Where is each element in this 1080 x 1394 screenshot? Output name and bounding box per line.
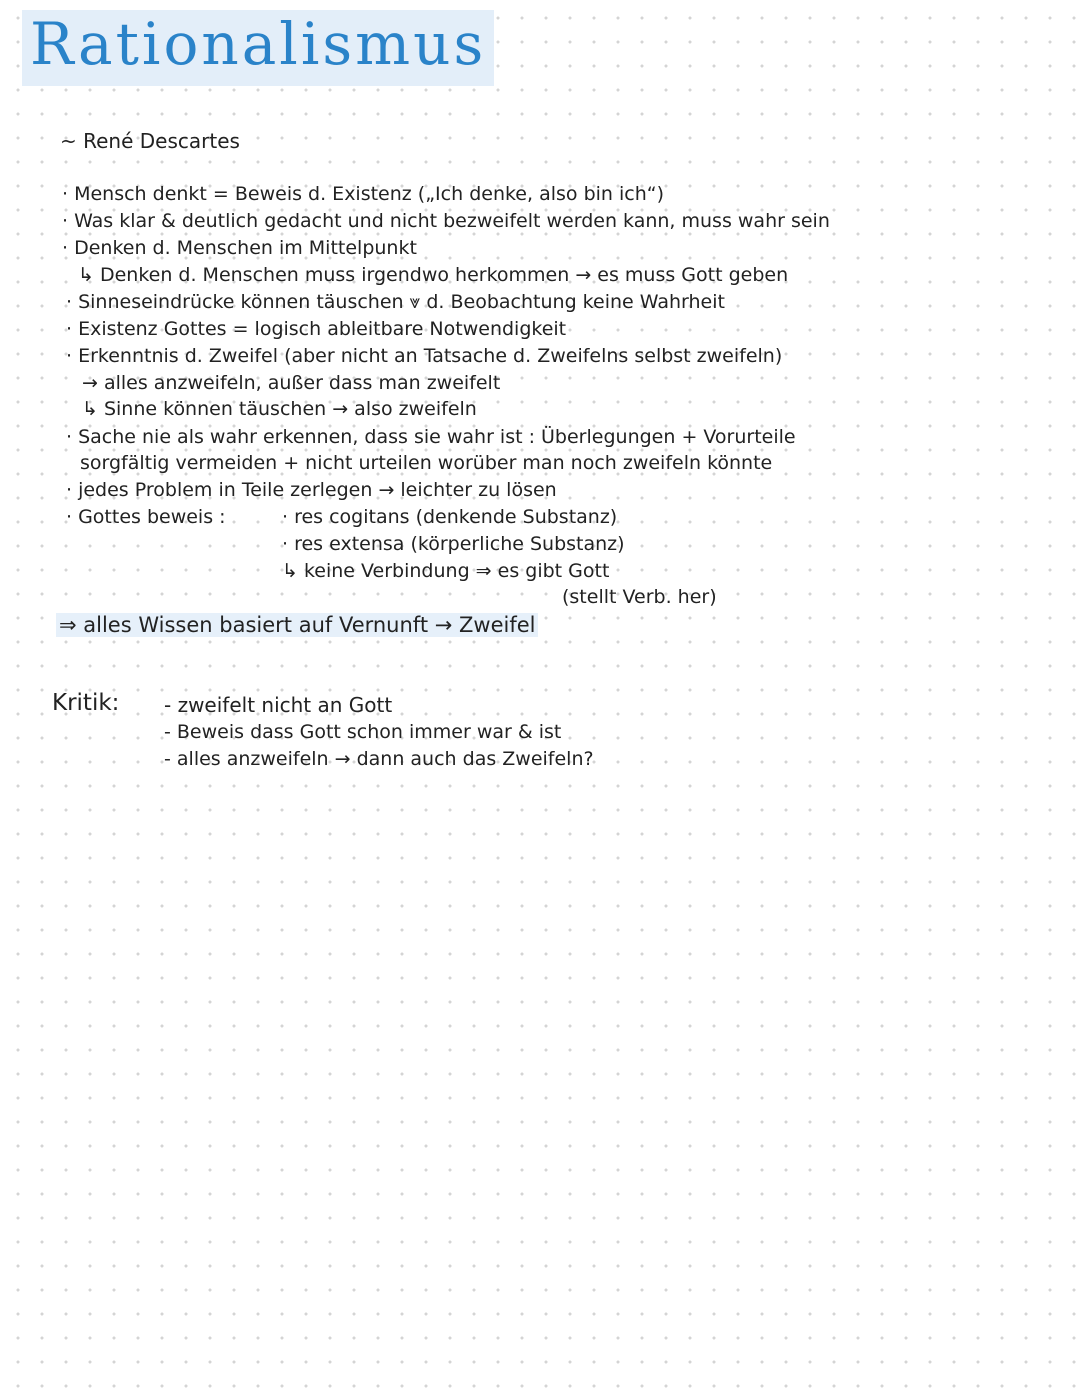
kritik-label: Kritik: <box>52 690 120 716</box>
note-line: → alles anzweifeln, außer dass man zweifelt <box>82 372 501 394</box>
note-line: · res cogitans (denkende Substanz) <box>282 506 618 528</box>
note-line: · Existenz Gottes = logisch ableitbare Notwendigkeit <box>66 318 567 340</box>
note-line: · Erkenntnis d. Zweifel (aber nicht an Tatsache d. Zweifelns selbst zweifeln) <box>66 345 783 367</box>
note-line: · jedes Problem in Teile zerlegen → leichter zu lösen <box>66 479 557 501</box>
conclusion-line <box>56 612 538 638</box>
kritik-item: - alles anzweifeln → dann auch das Zweifeln? <box>164 748 594 770</box>
conclusion-text: ⇒ alles Wissen basiert auf Vernunft → Zweifel <box>56 613 538 637</box>
note-line: (stellt Verb. her) <box>562 586 717 608</box>
author-heading: ~ René Descartes <box>60 129 240 153</box>
note-line: · res extensa (körperliche Substanz) <box>282 533 625 555</box>
note-line: · Was klar & deutlich gedacht und nicht bezweifelt werden kann, muss wahr sein <box>62 210 830 232</box>
note-line: · Sinneseindrücke können täuschen ⩔ d. Beobachtung keine Wahrheit <box>66 291 725 313</box>
note-line: sorgfältig vermeiden + nicht urteilen worüber man noch zweifeln könnte <box>80 452 773 474</box>
note-line: · Sache nie als wahr erkennen, dass sie wahr ist : Überlegungen + Vorurteile <box>66 426 796 448</box>
note-line: · Gottes beweis : <box>66 506 226 528</box>
kritik-item: - zweifelt nicht an Gott <box>164 693 393 717</box>
page-title: Rationalismus <box>30 10 487 78</box>
note-line: ↳ keine Verbindung ⇒ es gibt Gott <box>282 560 610 582</box>
note-line: · Mensch denkt = Beweis d. Existenz („Ich denke, also bin ich“) <box>62 183 665 205</box>
kritik-item: - Beweis dass Gott schon immer war & ist <box>164 721 562 743</box>
note-line: · Denken d. Menschen im Mittelpunkt <box>62 237 417 259</box>
note-line: ↳ Sinne können täuschen → also zweifeln <box>82 398 477 420</box>
note-line: ↳ Denken d. Menschen muss irgendwo herkommen → es muss Gott geben <box>78 264 789 286</box>
